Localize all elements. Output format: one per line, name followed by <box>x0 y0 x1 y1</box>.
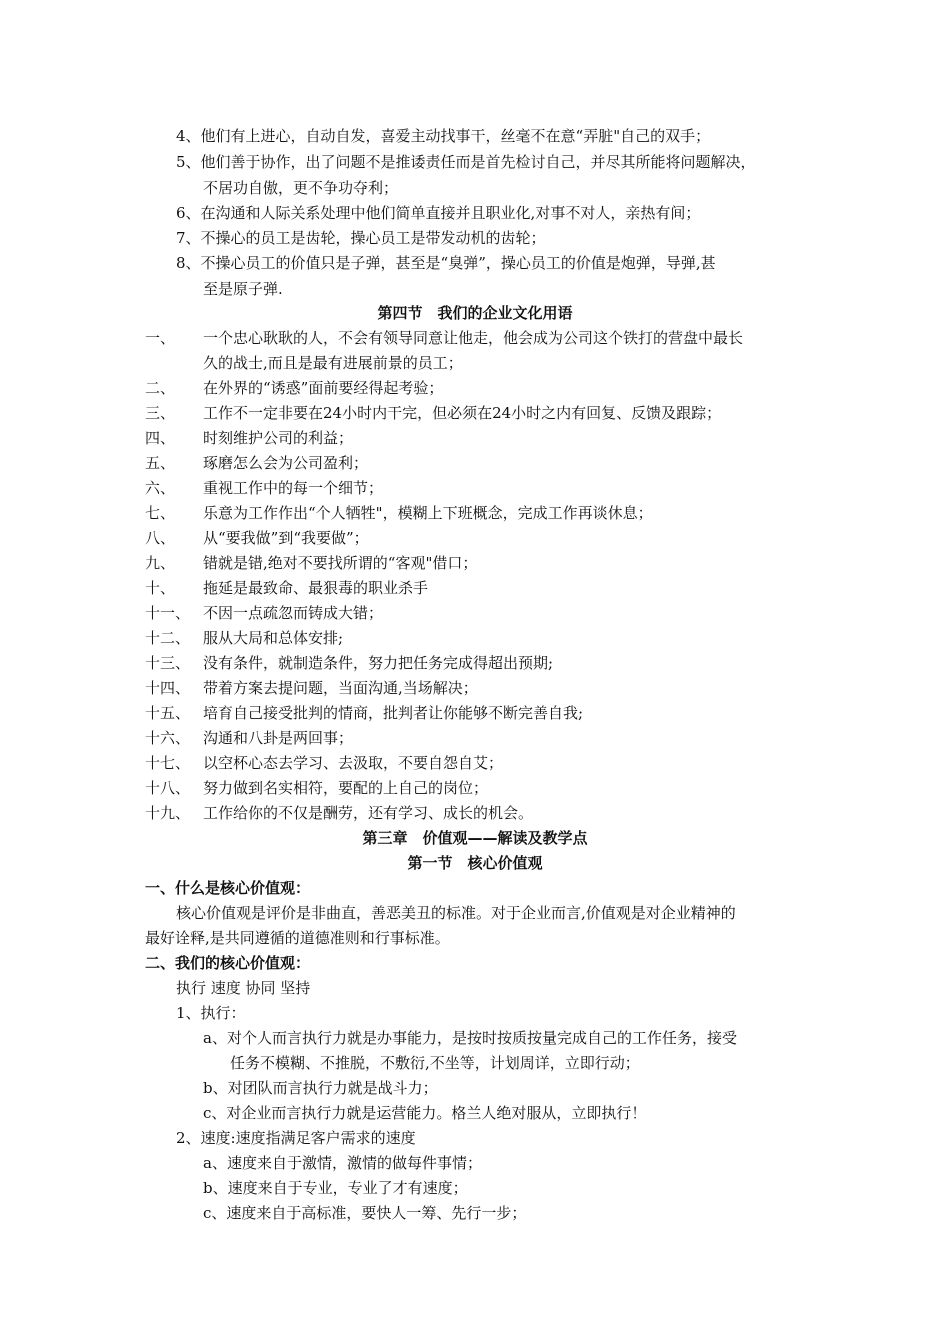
item-number: 七、 <box>145 504 176 522</box>
list-item: 8、不操心员工的价值只是子弹，甚至是“臭弹”，操心员工的价值是炮弹，导弹,甚 <box>176 254 716 272</box>
item-number: 十六、 <box>145 729 191 747</box>
list-item: c、对企业而言执行力就是运营能力。格兰人绝对服从，立即执行！ <box>203 1104 647 1122</box>
subheading: 1、执行： <box>176 1004 246 1022</box>
item-text: 久的战士,而且是最有进展前景的员工； <box>203 354 463 372</box>
item-text: 努力做到名实相符，要配的上自己的岗位； <box>203 779 489 797</box>
item-text: 工作不一定非要在24小时内干完，但必须在24小时之内有回复、反馈及跟踪； <box>203 404 722 422</box>
item-number: 十八、 <box>145 779 191 797</box>
item-text: 工作给你的不仅是酬劳，还有学习、成长的机会。 <box>203 804 534 822</box>
item-text: 服从大局和总体安排; <box>203 629 344 647</box>
item-text: 时刻维护公司的利益； <box>203 429 354 447</box>
item-text: 沟通和八卦是两回事； <box>203 729 354 747</box>
item-number: 九、 <box>145 554 176 572</box>
item-number: 五、 <box>145 454 176 472</box>
item-text: 培育自己接受批判的情商，批判者让你能够不断完善自我; <box>203 704 584 722</box>
item-number: 三、 <box>145 404 176 422</box>
item-number: 十九、 <box>145 804 191 822</box>
list-item: b、对团队而言执行力就是战斗力； <box>203 1079 438 1097</box>
item-text: 错就是错,绝对不要找所谓的“客观"借口； <box>203 554 478 572</box>
item-number: 八、 <box>145 529 176 547</box>
item-text: 不因一点疏忽而铸成大错； <box>203 604 384 622</box>
list-item: a、对个人而言执行力就是办事能力，是按时按质按量完成自己的工作任务，接受 <box>203 1029 737 1047</box>
item-number: 十五、 <box>145 704 191 722</box>
item-text: 乐意为工作作出“个人牺牲"，模糊上下班概念，完成工作再谈休息； <box>203 504 653 522</box>
item-text: 一个忠心耿耿的人，不会有领导同意让他走，他会成为公司这个铁打的营盘中最长 <box>203 329 744 347</box>
list-item: 6、在沟通和人际关系处理中他们简单直接并且职业化,对事不对人，亲热有间； <box>176 204 701 222</box>
list-item: 4、他们有上进心，自动自发，喜爱主动找事干，丝毫不在意“弄脏"自己的双手； <box>176 127 711 145</box>
list-item-continuation: 至是原子弹. <box>203 280 283 298</box>
section-title: 第四节 我们的企业文化用语 <box>377 304 573 322</box>
item-number: 十三、 <box>145 654 191 672</box>
item-text: 从“要我做”到“我要做”； <box>203 529 369 547</box>
list-item-continuation: 不居功自傲，更不争功夺利； <box>203 179 399 197</box>
item-number: 十一、 <box>145 604 191 622</box>
list-item: 5、他们善于协作，出了问题不是推诿责任而是首先检讨自己，并尽其所能将问题解决， <box>176 153 756 171</box>
item-text: 在外界的“诱惑”面前要经得起考验； <box>203 379 444 397</box>
list-item: c、速度来自于高标准，要快人一筹、先行一步； <box>203 1204 527 1222</box>
list-item-continuation: 任务不模糊、不推脱，不敷衍,不坐等，计划周详，立即行动； <box>230 1054 640 1072</box>
list-item: a、速度来自于激情，激情的做每件事情； <box>203 1154 482 1172</box>
item-number: 一、 <box>145 329 176 347</box>
list-item: 7、不操心的员工是齿轮，操心员工是带发动机的齿轮； <box>176 229 546 247</box>
item-text: 以空杯心态去学习、去汲取，不要自怨自艾； <box>203 754 504 772</box>
paragraph-line: 核心价值观是评价是非曲直，善恶美丑的标准。对于企业而言,价值观是对企业精神的 <box>176 904 736 922</box>
item-text: 拖延是最致命、最狠毒的职业杀手 <box>203 579 429 597</box>
item-text: 没有条件，就制造条件，努力把任务完成得超出预期; <box>203 654 554 672</box>
item-number: 四、 <box>145 429 176 447</box>
item-text: 带着方案去提问题，当面沟通,当场解决； <box>203 679 478 697</box>
item-number: 二、 <box>145 379 176 397</box>
item-number: 十二、 <box>145 629 191 647</box>
item-number: 十四、 <box>145 679 191 697</box>
subheading: 2、速度:速度指满足客户需求的速度 <box>176 1129 416 1147</box>
item-number: 十、 <box>145 579 176 597</box>
paragraph-line: 最好诠释,是共同遵循的道德准则和行事标准。 <box>145 929 450 947</box>
item-number: 十七、 <box>145 754 191 772</box>
item-number: 六、 <box>145 479 176 497</box>
item-text: 琢磨怎么会为公司盈利； <box>203 454 369 472</box>
heading: 二、我们的核心价值观： <box>145 954 311 972</box>
heading: 一、什么是核心价值观： <box>145 879 311 897</box>
section-title: 第一节 核心价值观 <box>407 854 543 872</box>
list-item: b、速度来自于专业，专业了才有速度； <box>203 1179 468 1197</box>
values-line: 执行 速度 协同 坚持 <box>176 979 311 997</box>
chapter-title: 第三章 价值观——解读及教学点 <box>362 829 588 847</box>
item-text: 重视工作中的每一个细节； <box>203 479 384 497</box>
